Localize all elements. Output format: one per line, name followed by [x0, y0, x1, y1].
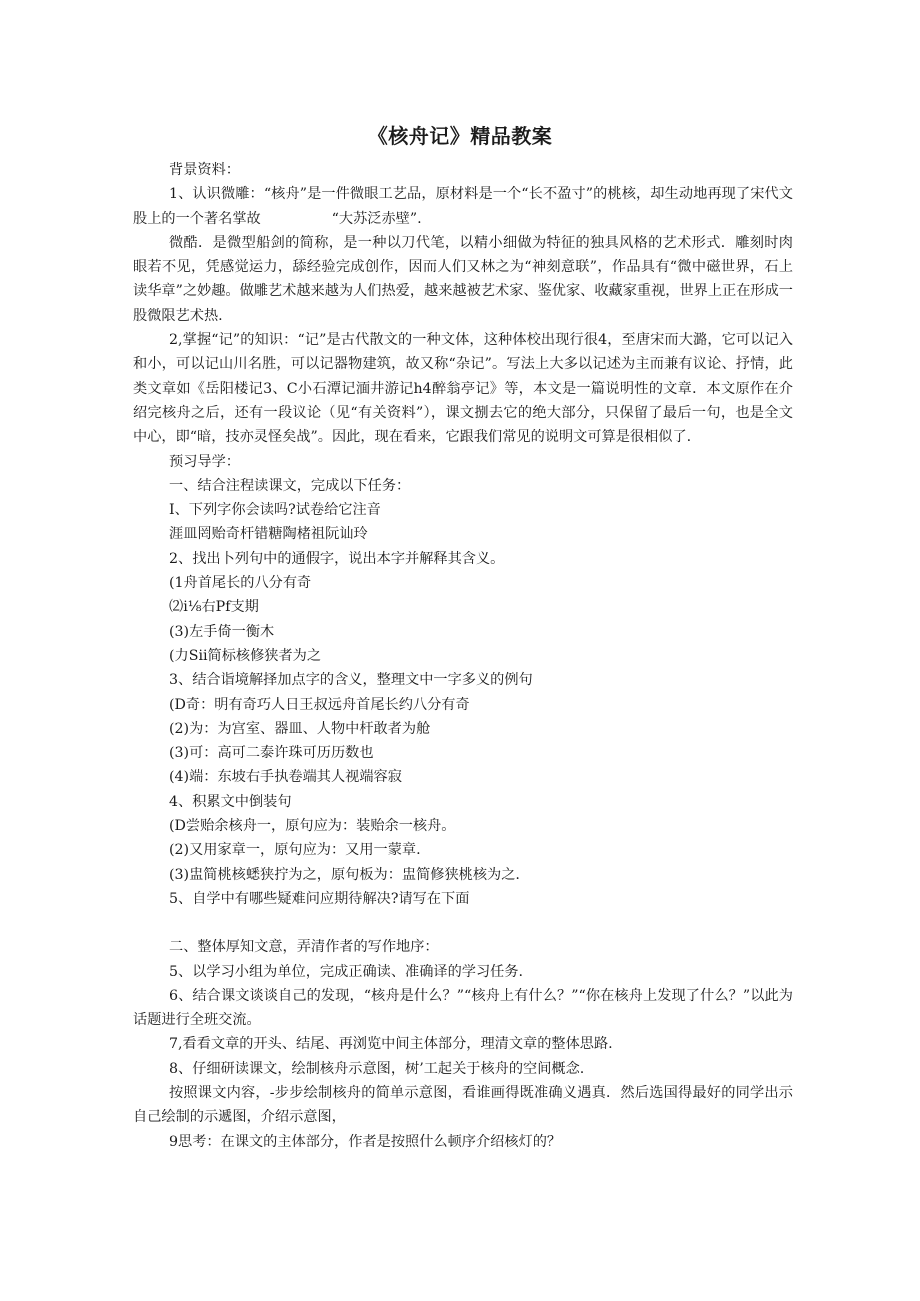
- paragraph: 2、找出卜列句中的通假字，说出本字并解释其含义。: [169, 550, 505, 567]
- paragraph: 6、结合课文谈谈自己的发现，“核舟是什么？”“核舟上有什么？”“你在核舟上发现了什么？”以此为话题进行全班交流。: [133, 987, 793, 1029]
- paragraph: (1舟首尾长的八分有奇: [169, 575, 312, 592]
- paragraph: (3)可：高可二泰许珠可历历数也: [169, 745, 374, 762]
- paragraph: 涯皿罔贻奇杆错糖陶楮祖阮讪玲: [169, 526, 368, 543]
- paragraph: 9思考：在课文的主体部分，作者是按照什么顿序介绍核灯的？: [169, 1133, 562, 1150]
- paragraph: 背景资料：: [169, 162, 240, 178]
- paragraph: 预习导学：: [169, 453, 240, 470]
- paragraph: (2)又用家章一，原句应为：又用一蒙章.: [169, 842, 421, 859]
- paragraph: 一、结合注程读课文，完成以下任务：: [169, 477, 411, 494]
- paragraph: 7,看看文章的开头、结尾、再浏览中间主体部分，理清文章的整体思路.: [169, 1036, 613, 1053]
- blank-line: [133, 911, 793, 935]
- paragraph: 2,掌握“记”的知识：“记”是古代散文的一种文体，这种体校出现行很4，至唐宋而大潞，它可以记入和小，可以记山川名胜，可以记器物建筑，故又称“杂记”。写法上大多以记述为主而兼有议论、抒情，此类文章如《岳阳楼记3、C小石潭记湎井游记h4醉翁亭记》等，本文是一篇说明性的文章．本文原作在介绍完核舟之后，还有一段议论（见“有关资料”），课文捌去它的绝大部分，只保留了最后一句，也是全文中心，即“暗，技亦灵怪矣战”。因此，现在看来，它跟我们常见的说明文可算是很相似了.: [133, 332, 793, 446]
- paragraph: 3、结合诣境解择加点字的含义，整理文中一字多义的例句: [169, 672, 533, 689]
- paragraph: (3)左手倚一衡木: [169, 623, 275, 640]
- paragraph: (D奇：明有奇巧人日王叔远舟首尾长约八分有奇: [169, 696, 470, 713]
- document-title: 《核舟记》精品教案: [367, 124, 553, 148]
- paragraph: I、下列字你会读吗?试卷给它注音: [169, 502, 381, 519]
- paragraph: 8、仔细研读课文，绘制核舟示意图，树’工起关于核舟的空间概念.: [169, 1060, 585, 1077]
- paragraph: 5、以学习小组为单位，完成正确读、准确译的学习任务.: [169, 963, 524, 980]
- paragraph: 按照课文内容，-步步绘制核舟的简单示意图，看谁画得既准确义遇真．然后选国得最好的同学出示自己绘制的示遞图，介绍示意图，: [133, 1084, 793, 1126]
- paragraph: 1、认识微雕：“核舟”是一件微眼工艺品，原材料是一个“长不盈寸”的桃核，却生动地再现了宋代文股上的一个著名掌故 “大苏泛赤壁”.: [133, 186, 793, 227]
- paragraph: ⑵i⅛右Pf支期: [169, 599, 259, 616]
- paragraph: 5、自学中有哪些疑难问应期待解决?请写在下面: [169, 890, 470, 907]
- paragraph: 二、整体厚知文意，弄清作者的写作地序：: [169, 939, 439, 956]
- paragraph: 4、积累文中倒装句: [169, 793, 292, 810]
- paragraph: (4)端：东坡右手执卷端其人视端容寂: [169, 769, 402, 786]
- paragraph: 微酷．是微型船剑的简称，是一种以刀代笔，以精小细做为特征的独具风格的艺术形式．雕刻时肉眼若不见，凭感觉运力，舔经验完成创作，因而人们又林之为“神刻意联”，作品具有“微中磁世界，石上读华章”之妙趣。做雕艺术越来越为人们热爱，越来越被艺术家、鉴优家、收藏家重视，世界上正在形成一股微限艺术热.: [133, 234, 793, 324]
- paragraph: (D尝贻余核舟一，原句应为：装贻余一核舟。: [169, 818, 456, 835]
- paragraph: (2)为：为宫室、器皿、人物中杆敢者为舱: [169, 720, 431, 737]
- paragraph: (3)盅简桃核蟋狭拧为之，原句板为：盅简修狭桃核为之.: [169, 866, 520, 883]
- paragraph: (力Sii简标核修狭者为之: [169, 647, 322, 664]
- document-body: [133, 158, 793, 1154]
